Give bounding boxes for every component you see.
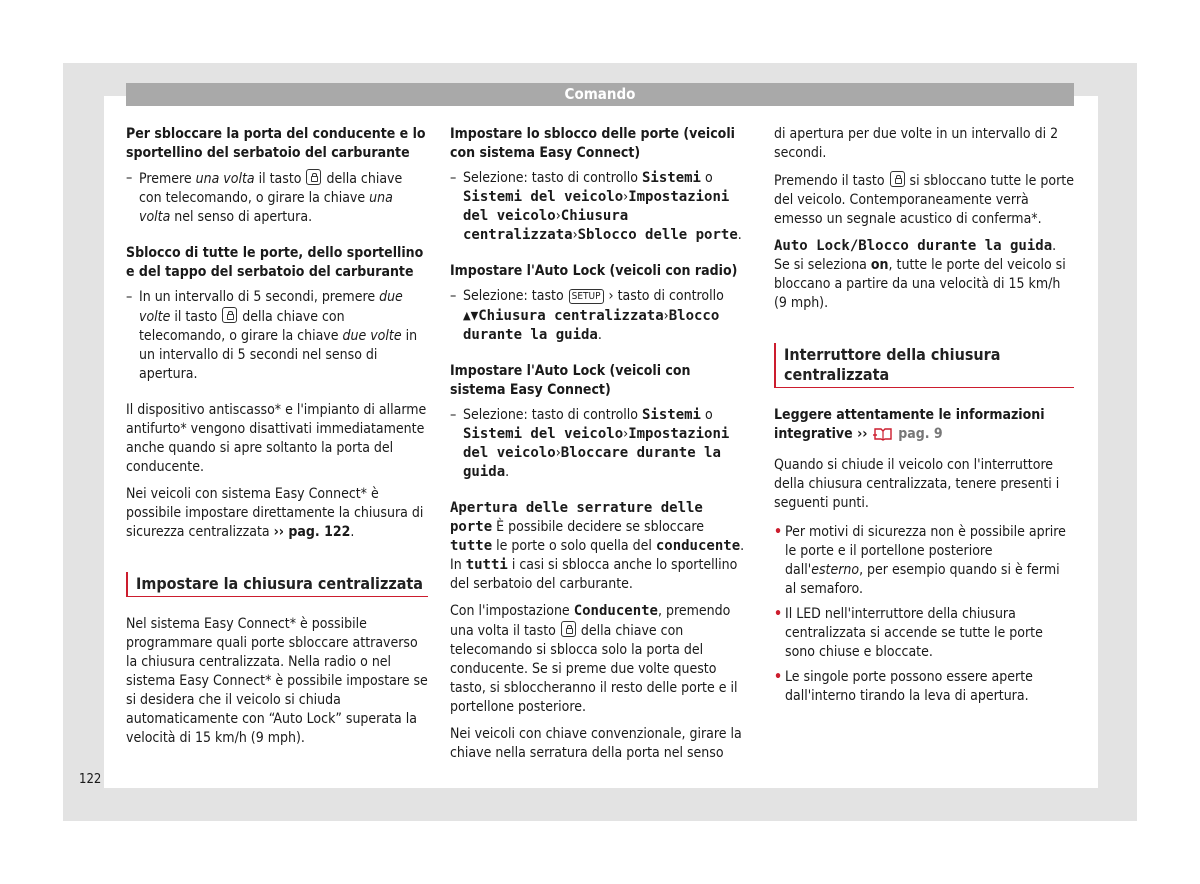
paragraph: Apertura delle serrature delle porte È possibile decidere se sbloccare tutte le porte o solo quella del conducente. In tutti i casi si sblocca anche lo sportellino del serbatoio del carburante. (450, 500, 745, 592)
bullet-item: • Le singole porte possono essere aperte dall'interno tirando la leva di apertura. (774, 669, 1033, 704)
paragraph: Con l'impostazione Conducente, premendo una volta il tasto della chiave con telecomando si sblocca solo la porta del conducente. Se si preme due volte questo tasto, si sbloccheranno il resto delle porte e il portellone posteriore. (450, 603, 738, 715)
bullet-item: • Il LED nell'interruttore della chiusura centralizzata si accende se tutte le porte sono chiuse e bloccate. (774, 606, 1043, 660)
subheading: Impostare lo sblocco delle porte (veicoli con sistema Easy Connect) (450, 126, 735, 161)
paragraph: Il dispositivo antiscasso* e l'impianto di allarme antifurto* vengono disattivati immediatamente anche quando si apre soltanto la porta del conducente. (126, 402, 427, 475)
page-reference-link[interactable]: ›› pag. 122 (273, 524, 351, 540)
column-3 (774, 125, 1074, 712)
paragraph: Nei veicoli con chiave convenzionale, girare la chiave nella serratura della porta nel senso (450, 726, 742, 761)
setup-key-icon: SETUP (569, 289, 604, 304)
bullet-item: • Per motivi di sicurezza non è possibile aprire le porte e il portellone posteriore dall'esterno, per esempio quando si è fermi al semaforo. (774, 524, 1066, 597)
warning-book-icon (872, 426, 894, 441)
bullet-dot-icon: • (774, 669, 783, 685)
unlock-key-icon (222, 307, 237, 323)
bullet-dot-icon: • (774, 524, 783, 540)
subheading: Impostare l'Auto Lock (veicoli con radio) (450, 263, 738, 279)
section-title: Impostare la chiusura centralizzata (126, 572, 428, 597)
unlock-key-icon (306, 169, 321, 185)
step-item: – Premere una volta il tasto della chiave con telecomando, o girare la chiave una volta nel senso di apertura. (126, 169, 428, 227)
paragraph: Nei veicoli con sistema Easy Connect* è possibile impostare direttamente la chiusura di sicurezza centralizzata ›› pag. 122. (126, 486, 424, 540)
paragraph: di apertura per due volte in un intervallo di 2 secondi. (774, 126, 1059, 161)
paragraph: Auto Lock/Blocco durante la guida. Se si seleziona on, tutte le porte del veicolo si bloccano a partire da una velocità di 15 km/h (9 mph). (774, 238, 1066, 311)
paragraph: Quando si chiude il veicolo con l'interruttore della chiusura centralizzata, tenere presenti i seguenti punti. (774, 457, 1060, 511)
page-number: 122 (79, 772, 102, 787)
subheading: Per sbloccare la porta del conducente e lo sportellino del serbatoio del carburante (126, 126, 426, 161)
subheading: Impostare l'Auto Lock (veicoli con sistema Easy Connect) (450, 363, 691, 398)
up-down-arrows-icon: ▲▼ (463, 309, 479, 322)
step-item: – In un intervallo di 5 secondi, premere due volte il tasto della chiave con telecomando, o girare la chiave due volte in un intervallo di 5 secondi nel senso di apertura. (126, 288, 428, 384)
warning-note: Leggere attentamente le informazioni integrative ›› pag. 9 (774, 407, 1045, 442)
subheading: Sblocco di tutte le porte, dello sportellino e del tappo del serbatoio del carburante (126, 245, 424, 280)
paragraph: Nel sistema Easy Connect* è possibile programmare quali porte sbloccare attraverso la chiusura centralizzata. Nella radio o nel sistema Easy Connect* è possibile impostare se si desidera che il veicolo si chiuda automaticamente con “Auto Lock” superata la velocità di 15 km/h (9 mph). (126, 616, 428, 746)
column-2 (450, 125, 750, 771)
step-item: – Selezione: tasto SETUP › tasto di controllo ▲▼Chiusura centralizzata›Blocco durante la guida. (450, 287, 750, 345)
paragraph: Premendo il tasto si sbloccano tutte le porte del veicolo. Contemporaneamente verrà emesso un segnale acustico di conferma*. (774, 173, 1074, 227)
chapter-header: Comando (126, 83, 1074, 106)
step-item: – Selezione: tasto di controllo Sistemi o Sistemi del veicolo›Impostazioni del veicolo›Chiusura centralizzata›Sblocco delle porte. (450, 169, 750, 245)
section-title: Interruttore della chiusura centralizzata (774, 343, 1074, 388)
bullet-dot-icon: • (774, 606, 783, 622)
unlock-key-icon (890, 171, 905, 187)
unlock-key-icon (561, 621, 576, 637)
step-item: – Selezione: tasto di controllo Sistemi o Sistemi del veicolo›Impostazioni del veicolo›Bloccare durante la guida. (450, 406, 750, 482)
column-1 (126, 125, 428, 756)
page-reference-link[interactable]: pag. 9 (898, 426, 943, 442)
